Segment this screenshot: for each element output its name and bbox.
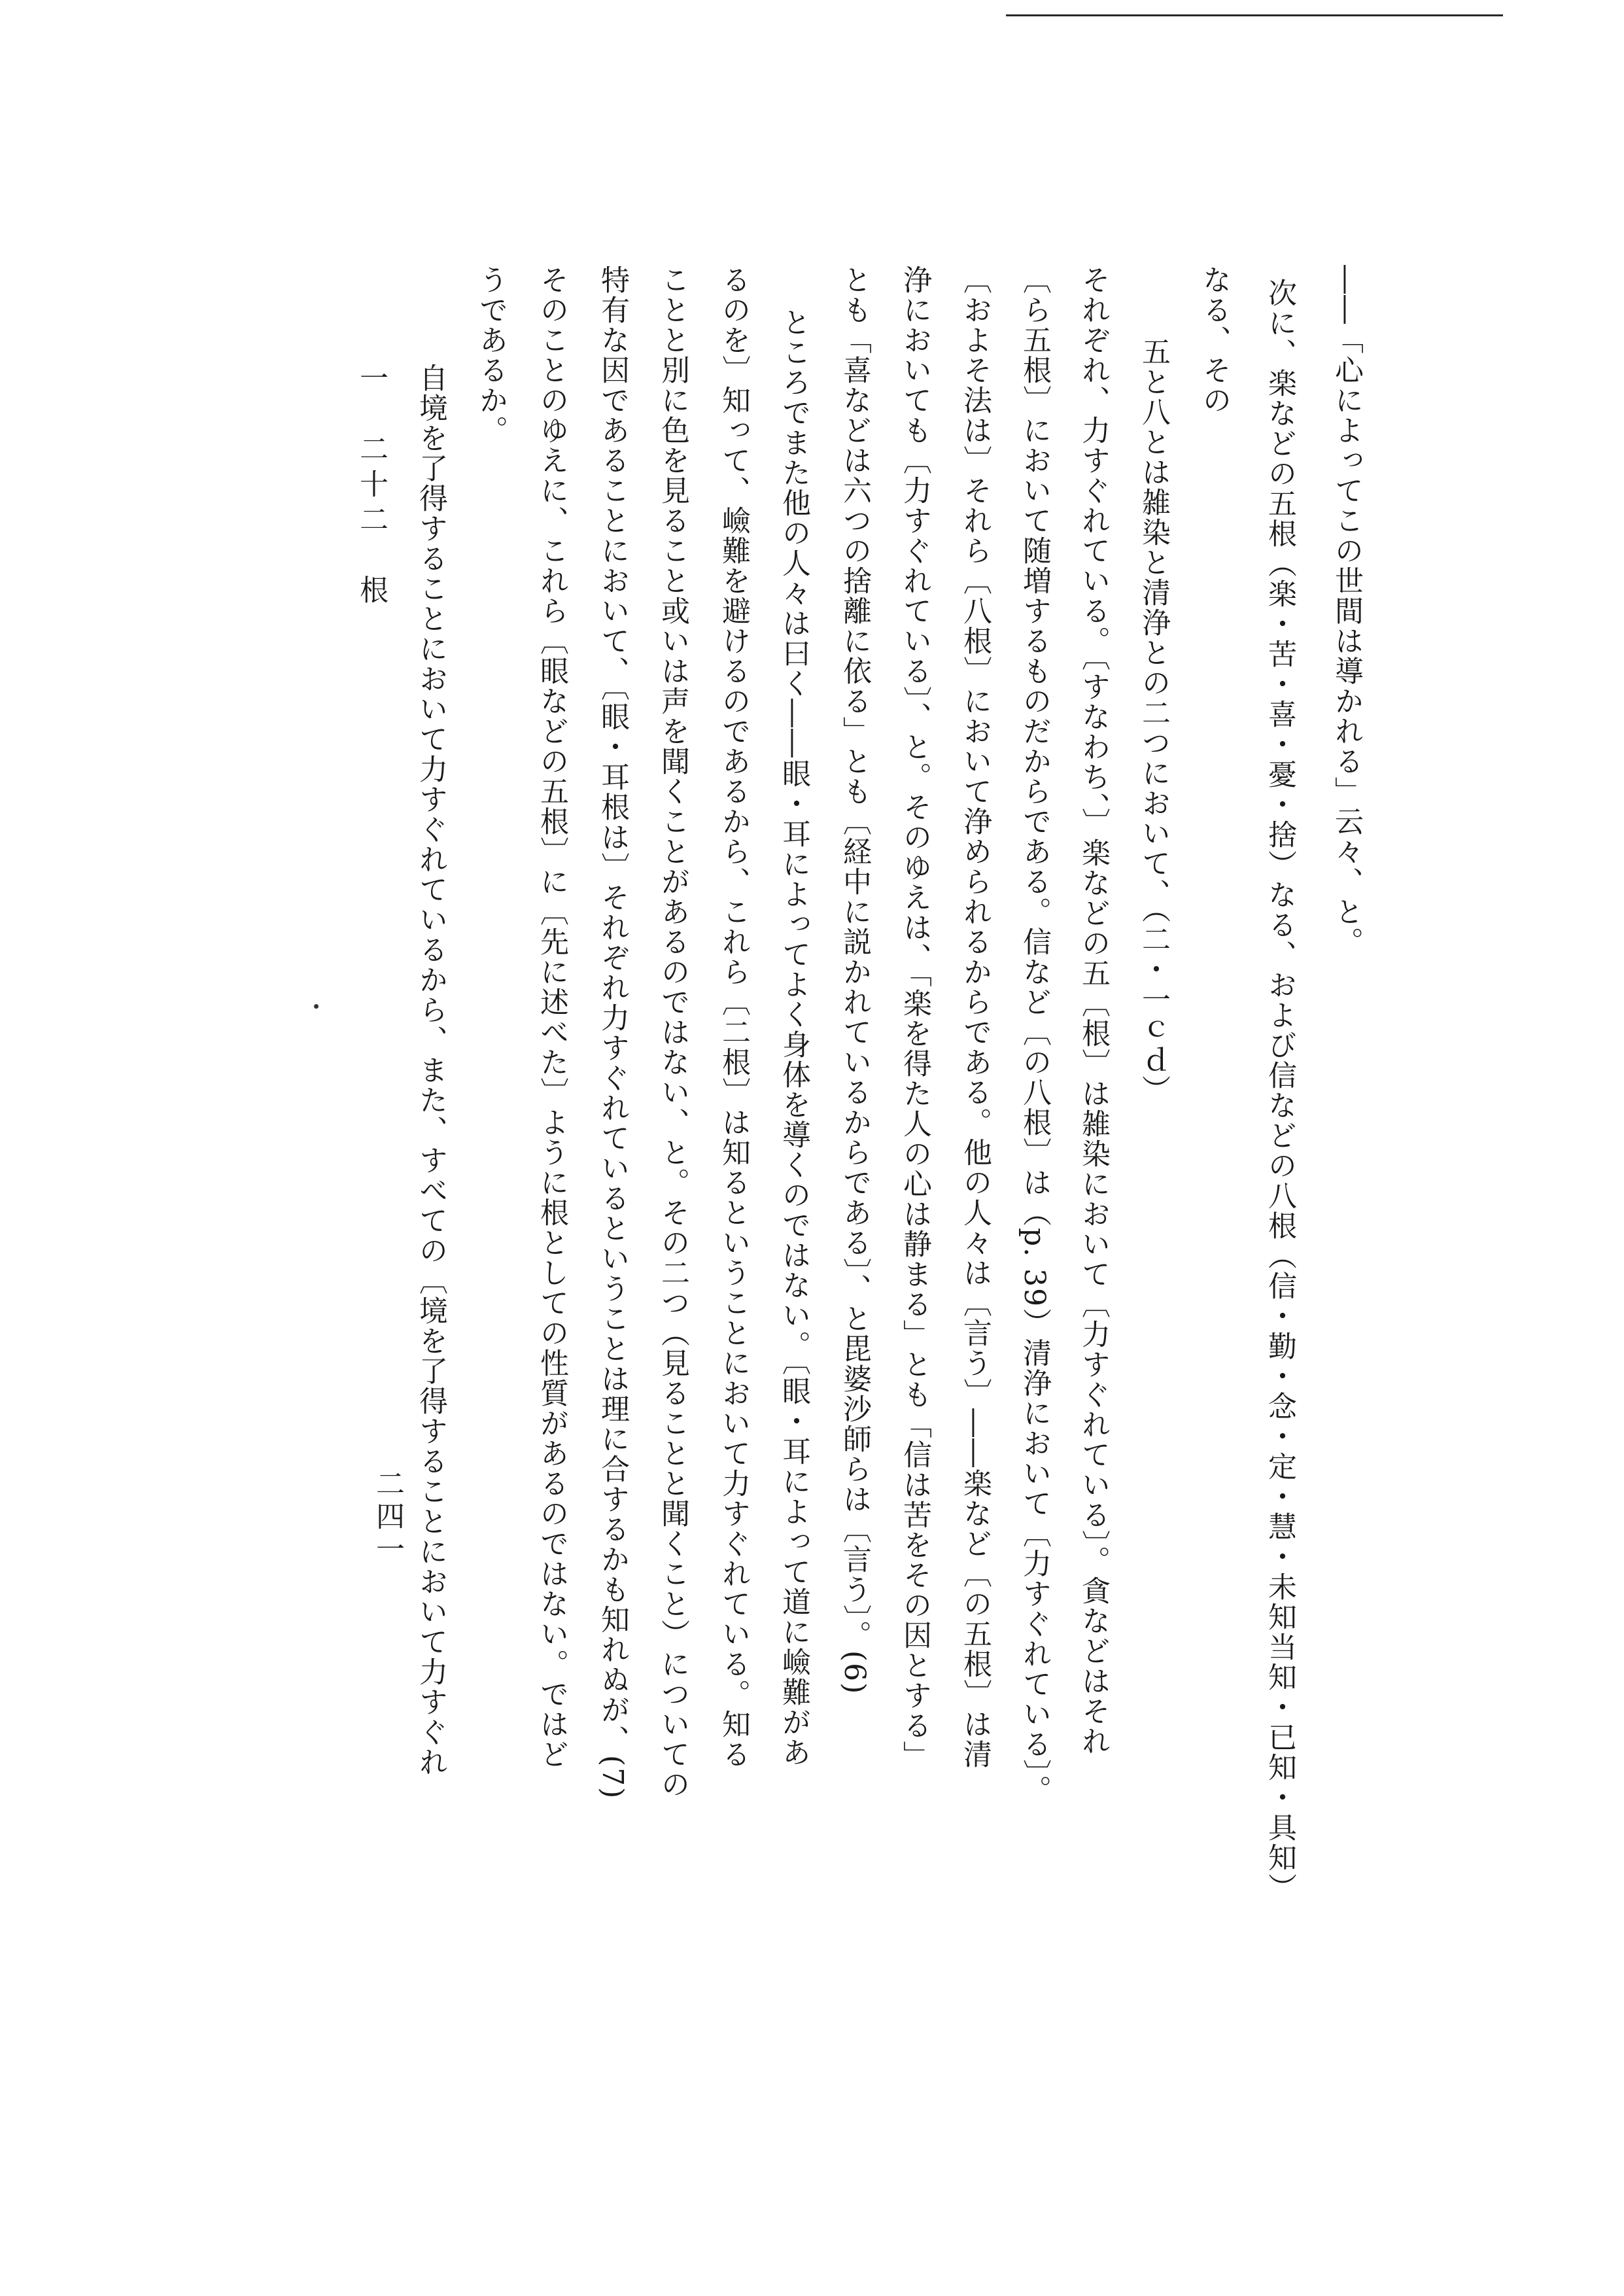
text-line-12: ことと別に色を見ること或いは声を聞くことがあるのではない、と。その二つ（見ることと聞くこと）についての: [656, 265, 689, 1800]
text-line-14: そのことのゆえに、これら〔眼などの五根〕に〔先に述べた〕ように根としての性質があるのではない。ではど: [535, 265, 568, 1769]
verse-line: 五と八とは雑染と清浄との二つにおいて、（二・一ｃｄ）: [1137, 337, 1170, 1105]
top-rule: [1006, 14, 1503, 16]
text-line-13: 特有な因であることにおいて、〔眼・耳根は〕それぞれ力すぐれているということは理に合するかも知れぬが、(7): [596, 265, 629, 1800]
text-line-11: るのを〕知って、嶮難を避けるのであるから、これら〔二根〕は知るということにおいて力すぐれている。知る: [717, 265, 750, 1769]
text-line-10: ところでまた他の人々は曰く――眼・耳によってよく身体を導くのではない。〔眼・耳によって道に嶮難があ: [777, 307, 810, 1767]
text-line-6: 〔ら五根〕において随増するものだからである。信など〔の八根〕は（p. 39）清浄において〔力すぐれている〕。: [1018, 265, 1051, 1805]
scan-speck: [314, 1004, 319, 1009]
text-line-5: それぞれ、力すぐれている。〔すなわち、〕楽などの五〔根〕は雑染において〔力すぐれている〕。貪などはそれ: [1077, 265, 1110, 1756]
text-line-1: ――「心によってこの世間は導かれる」云々、と。: [1330, 265, 1363, 957]
text-line-3: なる、その: [1198, 265, 1231, 415]
text-line-16: 自境を了得することにおいて力すぐれているから、また、すべての〔境を了得することにおいて力すぐれ: [414, 363, 447, 1777]
text-line-7: 〔およそ法は〕それら〔八根〕において浄められるからである。他の人々は〔言う〕――楽など〔の五根〕は清: [958, 265, 992, 1769]
text-line-2: 次に、楽などの五根（楽・苦・喜・憂・捨）なる、および信などの八根（信・勤・念・定・慧・未知当知・已知・具知）: [1263, 278, 1296, 1903]
page-number: 二四一: [371, 1469, 404, 1567]
text-line-15: うであるか。: [474, 265, 508, 445]
text-line-8: 浄においても〔力すぐれている〕、と。そのゆえは、「楽を得た人の心は静まる」とも「信は苦をその因とする」: [898, 265, 931, 1771]
text-line-9: とも「喜などは六つの捨離に依る」とも〔経中に説かれているからである〕、と毘婆沙師らは〔言う〕。(6): [838, 265, 871, 1696]
running-header: 一 二十二 根: [354, 363, 388, 610]
